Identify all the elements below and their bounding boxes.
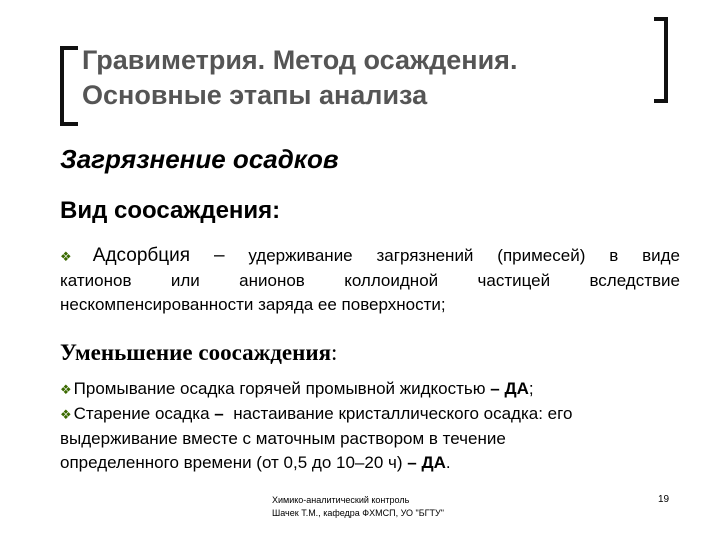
footer-line-1: Химико-аналитический контроль: [272, 495, 410, 505]
aging-yes: ДА: [421, 453, 446, 472]
title-right-bracket: [654, 17, 668, 103]
page-number: 19: [658, 494, 670, 505]
adsorption-paragraph: [60, 244, 680, 317]
title-line-1: Гравиметрия. Метод осаждения.: [82, 45, 518, 75]
reduce-heading-text: Уменьшение соосаждения: [60, 340, 332, 365]
aging-end: .: [445, 453, 451, 472]
aging-line-2: выдерживание вместе с маточным раствором в течение: [60, 429, 506, 448]
washing-yes: ДА: [504, 379, 529, 398]
washing-end: ;: [528, 379, 534, 398]
adsorption-dash: –: [213, 245, 225, 266]
aging-line3-text: определенного времени (от 0,5 до 10–20 ч): [60, 453, 403, 472]
reduction-methods: [60, 377, 680, 475]
washing-item: [60, 377, 680, 402]
aging-item: [60, 402, 680, 475]
washing-dash: –: [490, 379, 500, 398]
aging-text-a: Старение осадка: [73, 404, 210, 423]
adsorption-line-1: [60, 244, 680, 269]
aging-line3-dash: –: [407, 453, 417, 472]
aging-line-1: [60, 402, 680, 427]
checkmark-bullet-icon: ❖: [60, 382, 72, 397]
reduce-heading-colon: :: [331, 340, 338, 365]
reduce-coprecipitation-heading: [60, 340, 337, 366]
adsorption-line-3: нескомпенсированности заряда ее поверхности;: [60, 295, 446, 314]
adsorption-term: Адсорбция: [92, 245, 191, 266]
section-subtitle: Загрязнение осадков: [60, 144, 339, 174]
footer-line-2: Шачек Т.М., кафедра ФХМСП, УО "БГТУ": [272, 508, 444, 518]
checkmark-bullet-icon: ❖: [60, 249, 91, 264]
coprecipitation-heading: Вид соосаждения:: [60, 197, 281, 224]
aging-dash: –: [214, 404, 224, 423]
slide-title: [82, 43, 517, 113]
slide-footer: [272, 494, 444, 520]
adsorption-line1-rest: удерживание загрязнений (примесей) в виде: [248, 246, 680, 265]
checkmark-bullet-icon: ❖: [60, 407, 72, 422]
aging-text-b: настаивание кристаллического осадка: его: [233, 404, 573, 423]
title-line-2: Основные этапы анализа: [82, 80, 428, 110]
washing-text: Промывание осадка горячей промывной жидкостью: [73, 379, 486, 398]
aging-line-3: [60, 451, 680, 475]
adsorption-line-2: катионов или анионов коллоидной частицей вследствие: [60, 271, 680, 290]
title-left-bracket: [60, 46, 78, 126]
